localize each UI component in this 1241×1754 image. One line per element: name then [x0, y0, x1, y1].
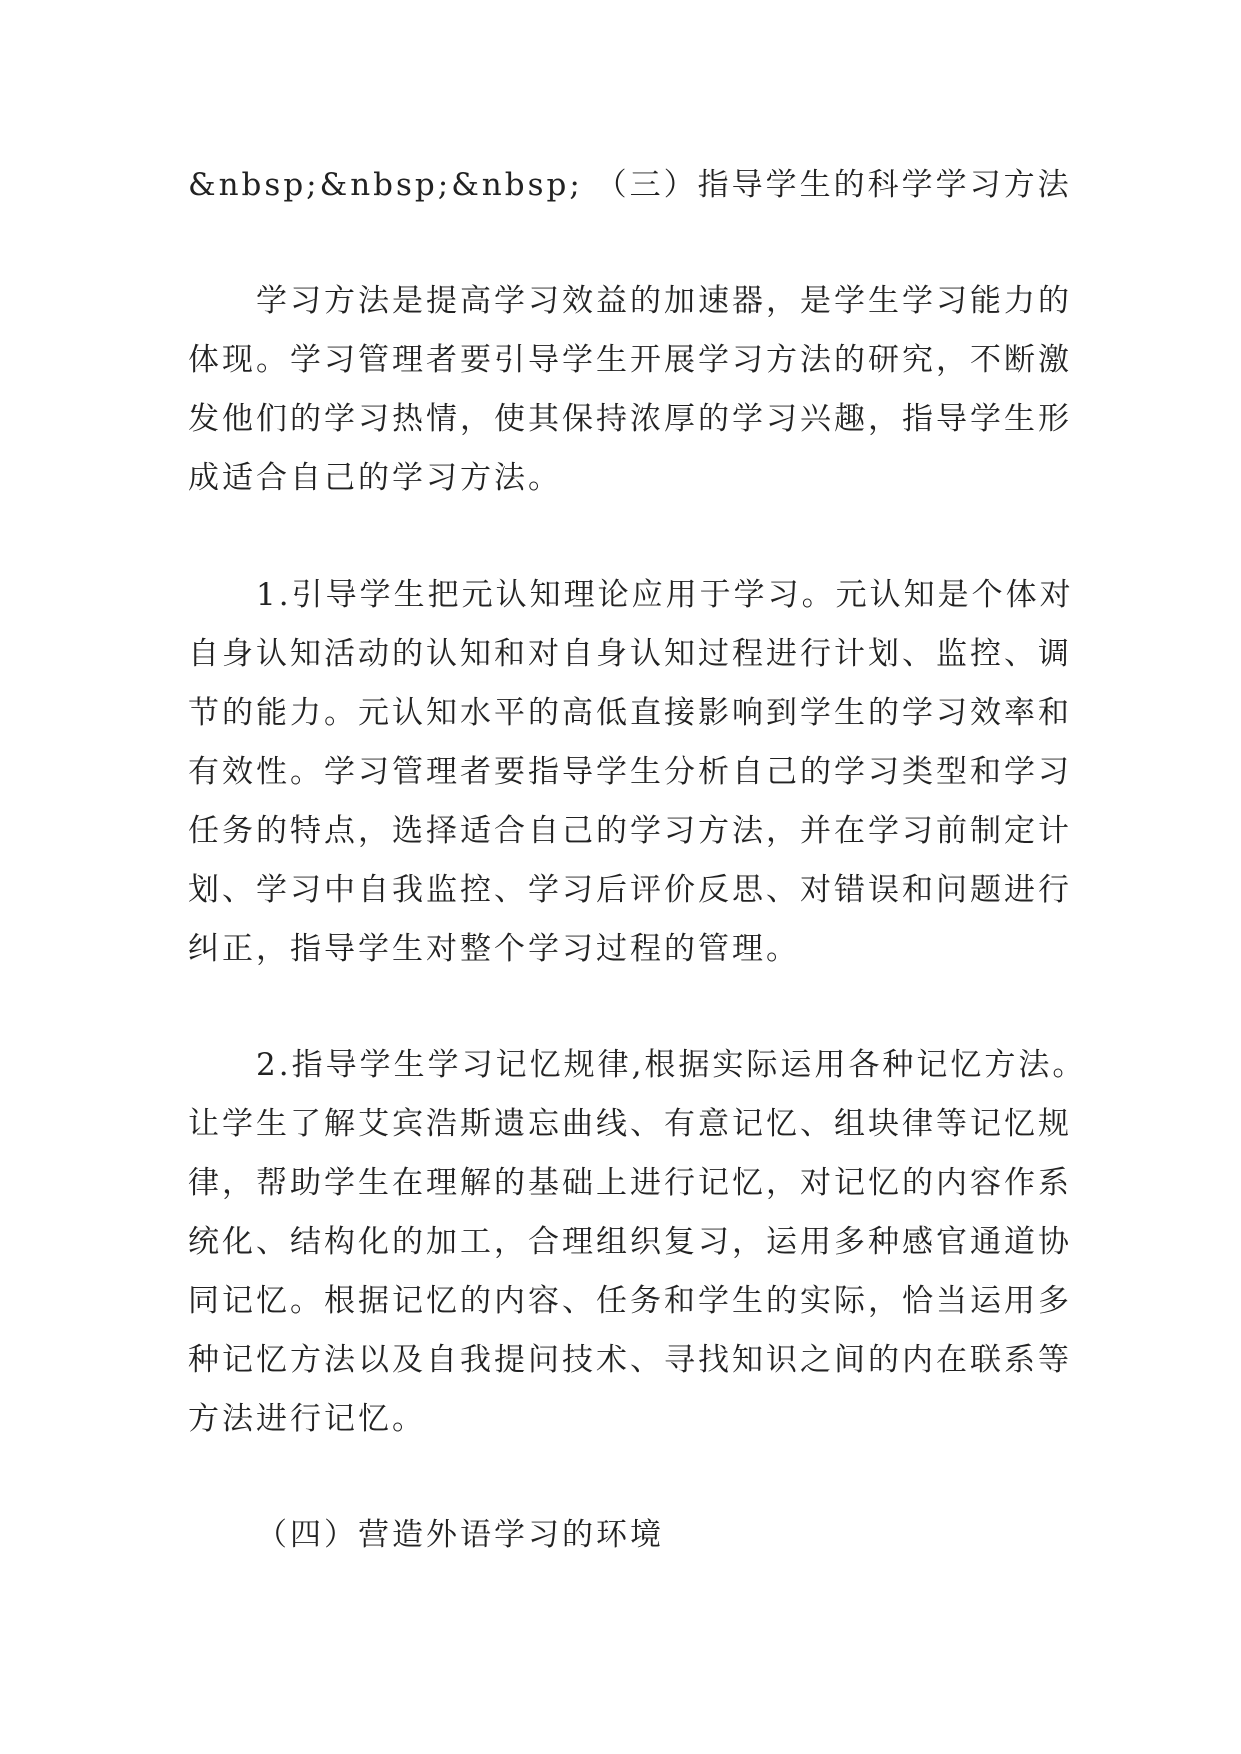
paragraph-line: 让学生了解艾宾浩斯遗忘曲线、有意记忆、组块律等记忆规 — [188, 1106, 1072, 1142]
paragraph-line: 自身认知活动的认知和对自身认知过程进行计划、监控、调 — [188, 636, 1072, 672]
paragraph-memory-rules — [188, 1036, 1087, 1449]
paragraph-line: 同记忆。根据记忆的内容、任务和学生的实际，恰当运用多 — [188, 1283, 1072, 1319]
paragraph-line: 有效性。学习管理者要指导学生分析自己的学习类型和学习 — [188, 754, 1072, 790]
paragraph-line: 体现。学习管理者要引导学生开展学习方法的研究，不断激 — [188, 342, 1072, 378]
heading-text: （四）营造外语学习的环境 — [256, 1517, 664, 1553]
paragraph-line: 律，帮助学生在理解的基础上进行记忆，对记忆的内容作系 — [188, 1165, 1072, 1201]
paragraph-line: 种记忆方法以及自我提问技术、寻找知识之间的内在联系等 — [188, 1342, 1072, 1378]
section-heading-4 — [256, 1506, 1126, 1565]
paragraph-learning-methods — [188, 272, 1072, 508]
paragraph-line: 节的能力。元认知水平的高低直接影响到学生的学习效率和 — [188, 695, 1072, 731]
paragraph-line: 任务的特点，选择适合自己的学习方法，并在学习前制定计 — [188, 813, 1072, 849]
paragraph-line: 划、学习中自我监控、学习后评价反思、对错误和问题进行 — [188, 872, 1072, 908]
paragraph-line: 学习方法是提高学习效益的加速器，是学生学习能力的 — [188, 283, 1072, 319]
paragraph-line: 统化、结构化的加工，合理组织复习，运用多种感官通道协 — [188, 1224, 1072, 1260]
paragraph-metacognition — [188, 566, 1074, 979]
paragraph-line: 2.指导学生学习记忆规律,根据实际运用各种记忆方法。 — [188, 1047, 1087, 1083]
section-heading-3 — [188, 156, 1072, 215]
paragraph-line: 1.引导学生把元认知理论应用于学习。元认知是个体对 — [188, 577, 1074, 613]
paragraph-line: 方法进行记忆。 — [188, 1401, 426, 1437]
paragraph-line: 发他们的学习热情，使其保持浓厚的学习兴趣，指导学生形 — [188, 401, 1072, 437]
paragraph-line: 成适合自己的学习方法。 — [188, 460, 562, 496]
heading-text: &nbsp;&nbsp;&nbsp; （三）指导学生的科学学习方法 — [188, 167, 1072, 203]
paragraph-line: 纠正，指导学生对整个学习过程的管理。 — [188, 931, 800, 967]
